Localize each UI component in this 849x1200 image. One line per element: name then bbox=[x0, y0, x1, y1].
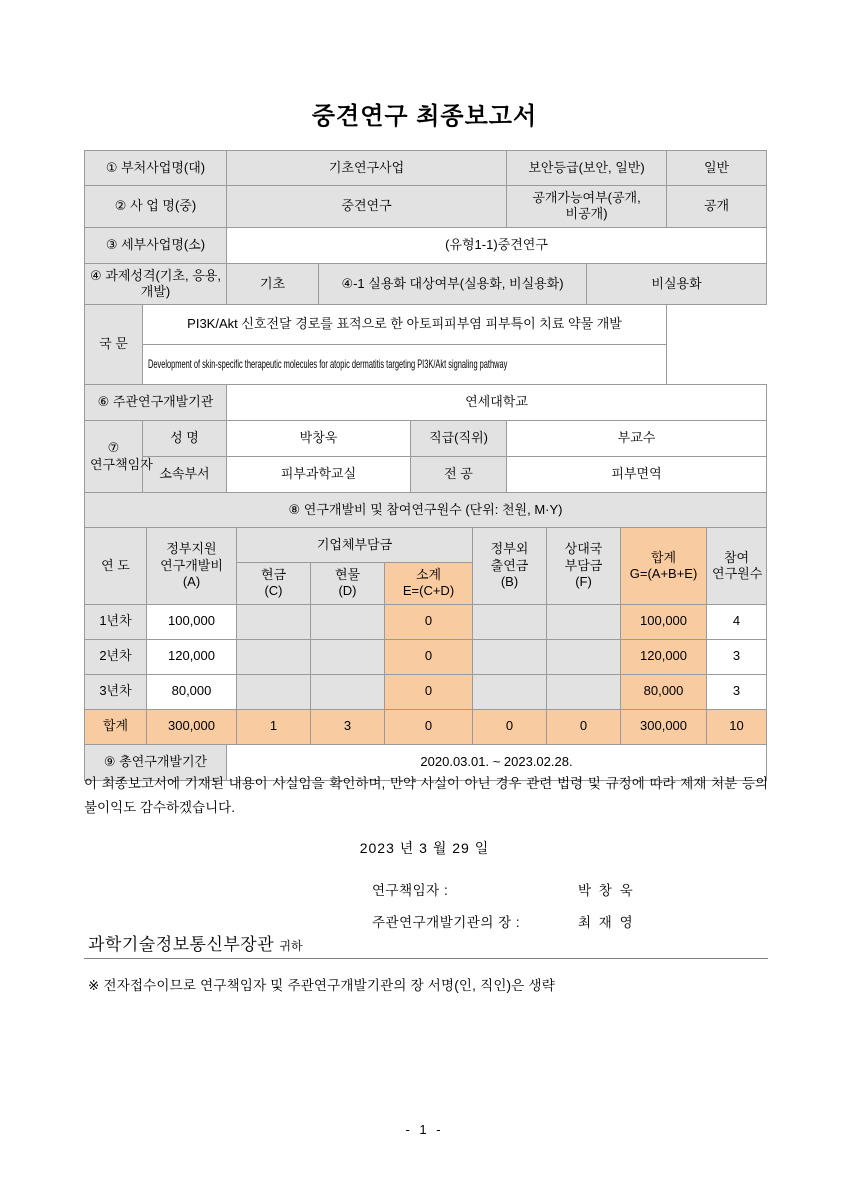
table-row bbox=[85, 186, 767, 228]
row-cash bbox=[237, 674, 311, 709]
row4-right-value: 비실용화 bbox=[587, 263, 767, 305]
row-partner bbox=[547, 674, 621, 709]
subtotal-line1: 소계 bbox=[415, 567, 442, 582]
budget-col-year: 연 도 bbox=[85, 528, 147, 605]
row5-kor-value: PI3K/Akt 신호전달 경로를 표적으로 한 아토피피부염 피부특이 치료 약물 개발 bbox=[143, 305, 667, 345]
row-year: 2년차 bbox=[85, 639, 147, 674]
row7-position-value: 부교수 bbox=[507, 421, 767, 457]
inkind-line2: (D) bbox=[338, 583, 357, 599]
partner-line2: 부담금 bbox=[564, 557, 603, 573]
budget-col-company-group: 기업체부담금 bbox=[237, 528, 473, 563]
row-inkind bbox=[311, 604, 385, 639]
budget-col-subtotal bbox=[385, 563, 473, 605]
row2-right-label: 공개가능여부(공개, 비공개) bbox=[507, 186, 667, 228]
row5-label: 국 문 bbox=[85, 305, 143, 385]
row-partner bbox=[547, 604, 621, 639]
total-row-subtotal: 0 bbox=[385, 709, 473, 744]
row1-right-label: 보안등급(보안, 일반) bbox=[507, 151, 667, 186]
row-researchers: 3 bbox=[707, 639, 767, 674]
confirmation-statement: 이 최종보고서에 기재된 내용이 사실임을 확인하며, 만약 사실이 아닌 경우 관련 법령 및 규정에 따라 제재 처분 등의 불이익도 감수하겠습니다. bbox=[84, 776, 768, 815]
budget-col-gov-outside bbox=[473, 528, 547, 605]
ministry-name: 과학기술정보통신부장관 bbox=[88, 935, 275, 954]
electronic-submission-note: ※ 전자접수이므로 연구책임자 및 주관연구개발기관의 장 서명(인, 직인)은 생략 bbox=[88, 978, 555, 993]
row4-value: 기초 bbox=[227, 263, 319, 305]
row9-label: ⑨ 총연구개발기간 bbox=[85, 744, 227, 780]
row1-value: 기초연구사업 bbox=[227, 151, 507, 186]
row3-value: (유형1-1)중견연구 bbox=[227, 227, 767, 263]
table-row bbox=[85, 227, 767, 263]
table-row bbox=[85, 639, 767, 674]
row-subtotal: 0 bbox=[385, 604, 473, 639]
total-row-cash: 1 bbox=[237, 709, 311, 744]
row-researchers: 4 bbox=[707, 604, 767, 639]
row-gov-support: 120,000 bbox=[147, 639, 237, 674]
row2-right-value: 공개 bbox=[667, 186, 767, 228]
row-gov-support: 80,000 bbox=[147, 674, 237, 709]
row-gov-outside bbox=[473, 604, 547, 639]
org-signature-name: 최 재 영 bbox=[578, 915, 635, 930]
cash-line2: (C) bbox=[264, 583, 283, 599]
table-row bbox=[85, 421, 767, 457]
row-cash bbox=[237, 639, 311, 674]
row-subtotal: 0 bbox=[385, 639, 473, 674]
row-gov-outside bbox=[473, 674, 547, 709]
total-row-partner: 0 bbox=[547, 709, 621, 744]
row1-right-value: 일반 bbox=[667, 151, 767, 186]
gov-support-line3: (A) bbox=[182, 573, 201, 589]
table-row-total bbox=[85, 709, 767, 744]
researchers-line2: 연구원수 bbox=[712, 565, 763, 581]
row7-dept-value: 피부과학교실 bbox=[227, 457, 411, 493]
pi-signature-label: 연구책임자 : bbox=[372, 883, 449, 898]
row-researchers: 3 bbox=[707, 674, 767, 709]
table-row bbox=[85, 345, 767, 385]
row7-name-value: 박창욱 bbox=[227, 421, 411, 457]
ministry-addressee bbox=[88, 930, 303, 955]
row-gov-outside bbox=[473, 639, 547, 674]
table-row bbox=[85, 263, 767, 305]
row-subtotal: 0 bbox=[385, 674, 473, 709]
row2-label: ② 사 업 명(중) bbox=[85, 186, 227, 228]
row7-major-value: 피부면역 bbox=[507, 457, 767, 493]
row7-dept-label: 소속부서 bbox=[143, 457, 227, 493]
total-row-researchers: 10 bbox=[707, 709, 767, 744]
total-row-year: 합계 bbox=[85, 709, 147, 744]
budget-header-row-1 bbox=[85, 528, 767, 563]
budget-col-researchers bbox=[707, 528, 767, 605]
row-year: 1년차 bbox=[85, 604, 147, 639]
table-row bbox=[85, 305, 767, 345]
row-total: 80,000 bbox=[621, 674, 707, 709]
gov-support-line1: 정부지원 bbox=[166, 541, 217, 557]
cash-line1: 현금 bbox=[260, 567, 287, 582]
budget-section-title-row bbox=[85, 493, 767, 528]
page-title: 중견연구 최종보고서 bbox=[311, 103, 538, 130]
report-info-table bbox=[84, 150, 766, 781]
table-row bbox=[85, 385, 767, 421]
row-gov-support: 100,000 bbox=[147, 604, 237, 639]
total-row-gov-support: 300,000 bbox=[147, 709, 237, 744]
row6-label: ⑥ 주관연구개발기관 bbox=[85, 385, 227, 421]
org-signature-label: 주관연구개발기관의 장 : bbox=[372, 915, 521, 930]
row9-value: 2020.03.01. ~ 2023.02.28. bbox=[227, 744, 767, 780]
budget-col-partner bbox=[547, 528, 621, 605]
total-row-gov-outside: 0 bbox=[473, 709, 547, 744]
row1-label: ① 부처사업명(대) bbox=[85, 151, 227, 186]
gov-outside-line2: 출연금 bbox=[490, 557, 529, 573]
page-number: - 1 - bbox=[405, 1122, 444, 1137]
table-row bbox=[85, 674, 767, 709]
row-inkind bbox=[311, 674, 385, 709]
row5-eng-text: Development of skin-specific therapeutic molecules for atopic dermatitis targeting PI3K/Akt signaling pathway bbox=[148, 357, 508, 372]
researchers-line1: 참여 bbox=[723, 549, 750, 565]
budget-section-title: ⑧ 연구개발비 및 참여연구원수 (단위: 천원, M·Y) bbox=[85, 493, 767, 528]
total-row-inkind: 3 bbox=[311, 709, 385, 744]
ministry-underline bbox=[84, 958, 768, 959]
gov-outside-line1: 정부외 bbox=[490, 541, 529, 557]
inkind-line1: 현물 bbox=[334, 567, 361, 582]
row3-label: ③ 세부사업명(소) bbox=[85, 227, 227, 263]
row-partner bbox=[547, 639, 621, 674]
signature-date: 2023 년 3 월 29 일 bbox=[359, 840, 490, 856]
row7-label: ⑦ 연구책임자 bbox=[85, 421, 143, 493]
row7-position-label: 직급(직위) bbox=[411, 421, 507, 457]
gov-outside-line3: (B) bbox=[500, 573, 519, 589]
pi-signature-name: 박 창 욱 bbox=[578, 883, 635, 898]
row7-major-label: 전 공 bbox=[411, 457, 507, 493]
budget-table bbox=[84, 527, 767, 745]
partner-line1: 상대국 bbox=[564, 541, 603, 557]
row-inkind bbox=[311, 639, 385, 674]
ministry-suffix: 귀하 bbox=[279, 939, 303, 953]
total-line2: G=(A+B+E) bbox=[629, 565, 698, 581]
row4-right-label: ④-1 실용화 대상여부(실용화, 비실용화) bbox=[319, 263, 587, 305]
row6-value: 연세대학교 bbox=[227, 385, 767, 421]
gov-support-line2: 연구개발비 bbox=[160, 557, 223, 573]
table-row bbox=[85, 604, 767, 639]
row2-value: 중견연구 bbox=[227, 186, 507, 228]
budget-col-gov-support bbox=[147, 528, 237, 605]
budget-col-cash bbox=[237, 563, 311, 605]
budget-col-total bbox=[621, 528, 707, 605]
total-line1: 합계 bbox=[650, 549, 677, 565]
table-row bbox=[85, 151, 767, 186]
row-year: 3년차 bbox=[85, 674, 147, 709]
row-total: 100,000 bbox=[621, 604, 707, 639]
row4-label: ④ 과제성격(기초, 응용, 개발) bbox=[85, 263, 227, 305]
table-row bbox=[85, 457, 767, 493]
row-total: 120,000 bbox=[621, 639, 707, 674]
row-cash bbox=[237, 604, 311, 639]
partner-line3: (F) bbox=[575, 573, 592, 589]
subtotal-line2: E=(C+D) bbox=[402, 583, 455, 599]
row5-eng-value bbox=[143, 345, 667, 385]
row7-name-label: 성 명 bbox=[143, 421, 227, 457]
budget-col-inkind bbox=[311, 563, 385, 605]
total-row-total: 300,000 bbox=[621, 709, 707, 744]
info-grid bbox=[84, 150, 767, 528]
